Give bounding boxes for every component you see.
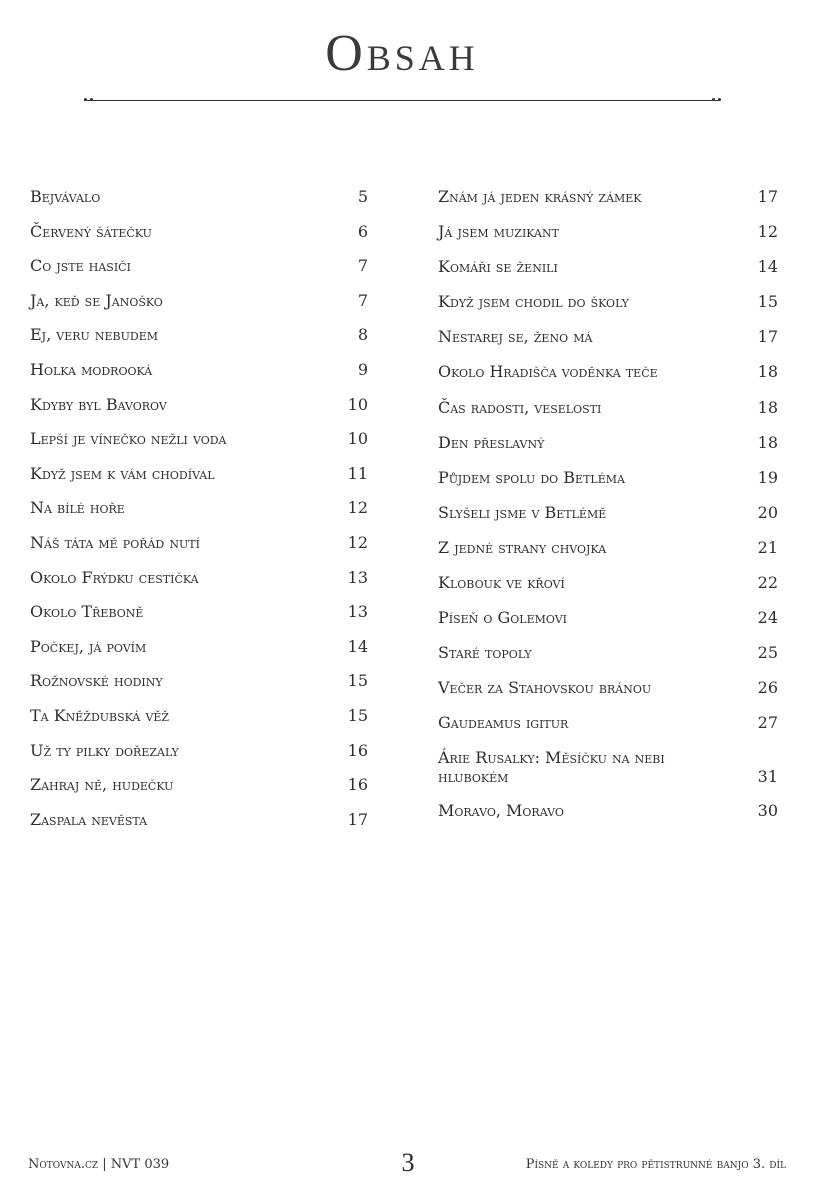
toc-entry-title: Zaspala nevěsta xyxy=(30,809,148,829)
toc-entry[interactable] xyxy=(30,595,368,630)
toc-column-left xyxy=(30,180,368,837)
toc-entry-page: 7 xyxy=(357,256,368,276)
toc-entry[interactable] xyxy=(30,561,368,596)
toc-entry-title: Ta Kněždubská věž xyxy=(30,705,170,725)
toc-entry-title: Ej, veru nebudem xyxy=(30,325,158,345)
toc-entry-title: Já jsem muzikant xyxy=(438,222,559,242)
toc-entry-title: Počkej, já povím xyxy=(30,636,147,656)
toc-entry[interactable] xyxy=(30,249,368,284)
toc-entry-page: 7 xyxy=(357,290,368,310)
toc-entry-title: Bejvávalo xyxy=(30,187,101,206)
toc-entry[interactable] xyxy=(438,250,778,285)
toc-entry[interactable] xyxy=(30,353,368,388)
toc-entry[interactable] xyxy=(438,461,778,496)
toc-entry[interactable] xyxy=(438,215,778,250)
toc-entry-title: Moravo, Moravo xyxy=(438,800,564,820)
toc-entry-title: Holka modrooká xyxy=(30,359,153,379)
toc-entry-title: Na bílé hoře xyxy=(30,498,125,518)
toc-entry-page: 17 xyxy=(347,809,368,829)
toc-entry-title: Ja, keď se Janoško xyxy=(30,290,163,310)
toc-entry[interactable] xyxy=(438,180,778,215)
toc-entry-page: 13 xyxy=(347,602,368,622)
toc-entry[interactable] xyxy=(30,422,368,457)
toc-entry-page: 14 xyxy=(347,636,368,656)
divider-ornament-left-2 xyxy=(90,98,93,101)
toc-column-right xyxy=(438,180,778,829)
toc-entry[interactable] xyxy=(438,636,778,671)
toc-entry-title: Píseň o Golemovi xyxy=(438,608,568,628)
toc-entry-page: 31 xyxy=(757,766,778,786)
toc-entry-title: Čas radosti, veselosti xyxy=(438,397,602,417)
toc-entry-page: 17 xyxy=(757,327,778,347)
footer-book-title: Písně a koledy pro pětistrunné banjo 3. díl xyxy=(525,1157,786,1172)
toc-entry-title: Z jedné strany chvojka xyxy=(438,537,607,557)
toc-entry-page: 25 xyxy=(757,643,778,663)
toc-entry-title: Okolo Frýdku cestička xyxy=(30,567,199,587)
toc-entry-title: Když jsem k vám chodíval xyxy=(30,463,215,483)
toc-entry[interactable] xyxy=(438,355,778,390)
toc-entry-title: Půjdem spolu do Betléma xyxy=(438,467,625,487)
toc-entry[interactable] xyxy=(30,803,368,838)
toc-entry-title: Klobouk ve křoví xyxy=(438,573,565,593)
divider-ornament-right xyxy=(712,98,715,101)
toc-entry[interactable] xyxy=(30,664,368,699)
toc-entry[interactable] xyxy=(30,630,368,665)
toc-entry[interactable] xyxy=(438,706,778,741)
toc-entry-page: 5 xyxy=(357,187,368,206)
toc-entry[interactable] xyxy=(438,496,778,531)
toc-entry-page: 6 xyxy=(357,221,368,241)
toc-entry-title: Náš táta mě pořád nutí xyxy=(30,532,200,552)
toc-entry-title: Árie Rusalky: Měsíčku na nebi hlubokém xyxy=(438,747,665,786)
toc-entry-title: Večer za Stahovskou bránou xyxy=(438,678,652,698)
toc-entry[interactable] xyxy=(30,699,368,734)
toc-entry-title: Lepší je vínečko nežli voda xyxy=(30,429,227,449)
toc-entry-title: Kdyby byl Bavorov xyxy=(30,394,167,414)
footer-page-number: 3 xyxy=(401,1148,415,1177)
page-title: Obsah xyxy=(325,25,479,82)
toc-entry[interactable] xyxy=(30,284,368,319)
toc-entry-page: 21 xyxy=(757,537,778,557)
toc-entry[interactable] xyxy=(30,768,368,803)
toc-entry[interactable] xyxy=(30,526,368,561)
toc-entry-title: Když jsem chodil do školy xyxy=(438,292,629,312)
toc-entry-page: 12 xyxy=(347,532,368,552)
toc-entry-page: 19 xyxy=(757,467,778,487)
toc-entry-page: 17 xyxy=(757,187,778,206)
toc-entry-page: 8 xyxy=(357,325,368,345)
toc-entry-page: 16 xyxy=(347,775,368,795)
toc-entry-title: Okolo Třeboně xyxy=(30,602,144,622)
toc-entry-page: 16 xyxy=(347,740,368,760)
toc-entry-title: Rožnovské hodiny xyxy=(30,671,163,691)
divider-ornament-right-2 xyxy=(718,98,721,101)
toc-entry-page: 26 xyxy=(757,678,778,698)
toc-entry-page: 15 xyxy=(347,705,368,725)
divider-ornament-left xyxy=(84,98,87,101)
toc-entry-title: Znám já jeden krásný zámek xyxy=(438,187,642,206)
toc-entry[interactable] xyxy=(438,671,778,706)
toc-entry[interactable] xyxy=(438,320,778,355)
toc-entry-page: 12 xyxy=(347,498,368,518)
toc-entry[interactable] xyxy=(30,491,368,526)
toc-entry[interactable] xyxy=(438,391,778,426)
toc-entry-page: 30 xyxy=(757,800,778,820)
toc-entry-page: 10 xyxy=(347,394,368,414)
toc-entry-title: Zahraj ně, hudečku xyxy=(30,775,174,795)
toc-entry-page: 12 xyxy=(757,222,778,242)
toc-entry[interactable] xyxy=(438,285,778,320)
toc-entry[interactable] xyxy=(438,426,778,461)
toc-entry-title: Gaudeamus igitur xyxy=(438,713,569,733)
toc-entry[interactable] xyxy=(30,180,368,215)
toc-entry[interactable] xyxy=(438,531,778,566)
toc-entry-page: 15 xyxy=(347,671,368,691)
toc-entry-page: 24 xyxy=(757,608,778,628)
toc-entry-page: 9 xyxy=(357,359,368,379)
toc-entry-page: 14 xyxy=(757,257,778,277)
toc-entry-title: Slyšeli jsme v Betlémě xyxy=(438,502,607,522)
toc-entry-page: 27 xyxy=(757,713,778,733)
toc-entry[interactable] xyxy=(438,566,778,601)
toc-entry-page: 13 xyxy=(347,567,368,587)
toc-entry-page: 18 xyxy=(757,362,778,382)
toc-entry-title: Co jste hasiči xyxy=(30,256,131,276)
toc-entry-page: 18 xyxy=(757,432,778,452)
toc-entry-page: 22 xyxy=(757,573,778,593)
toc-entry[interactable] xyxy=(30,457,368,492)
toc-entry[interactable] xyxy=(30,388,368,423)
toc-entry[interactable] xyxy=(30,318,368,353)
toc-entry-page: 18 xyxy=(757,397,778,417)
toc-entry-title: Staré topoly xyxy=(438,643,532,663)
toc-entry-title: Už ty pilky dořezaly xyxy=(30,740,179,760)
toc-entry[interactable] xyxy=(30,734,368,769)
toc-entry[interactable] xyxy=(30,215,368,250)
toc-entry-page: 10 xyxy=(347,429,368,449)
toc-entry[interactable] xyxy=(438,601,778,636)
toc-entry-page: 11 xyxy=(347,463,368,483)
toc-entry-title: Den přeslavný xyxy=(438,432,545,452)
title-divider xyxy=(84,100,720,101)
toc-entry[interactable] xyxy=(438,794,778,829)
toc-entry-title: Komáři se ženili xyxy=(438,257,558,277)
footer-publisher: Notovna.cz | NVT 039 xyxy=(28,1157,170,1172)
toc-entry-page: 20 xyxy=(757,502,778,522)
toc-entry-title: Nestarej se, ženo má xyxy=(438,327,593,347)
toc-entry-page: 15 xyxy=(757,292,778,312)
toc-entry-title: Červený šátečku xyxy=(30,221,152,241)
toc-entry-title: Okolo Hradišča voděnka teče xyxy=(438,362,658,382)
toc-entry[interactable] xyxy=(438,742,778,794)
